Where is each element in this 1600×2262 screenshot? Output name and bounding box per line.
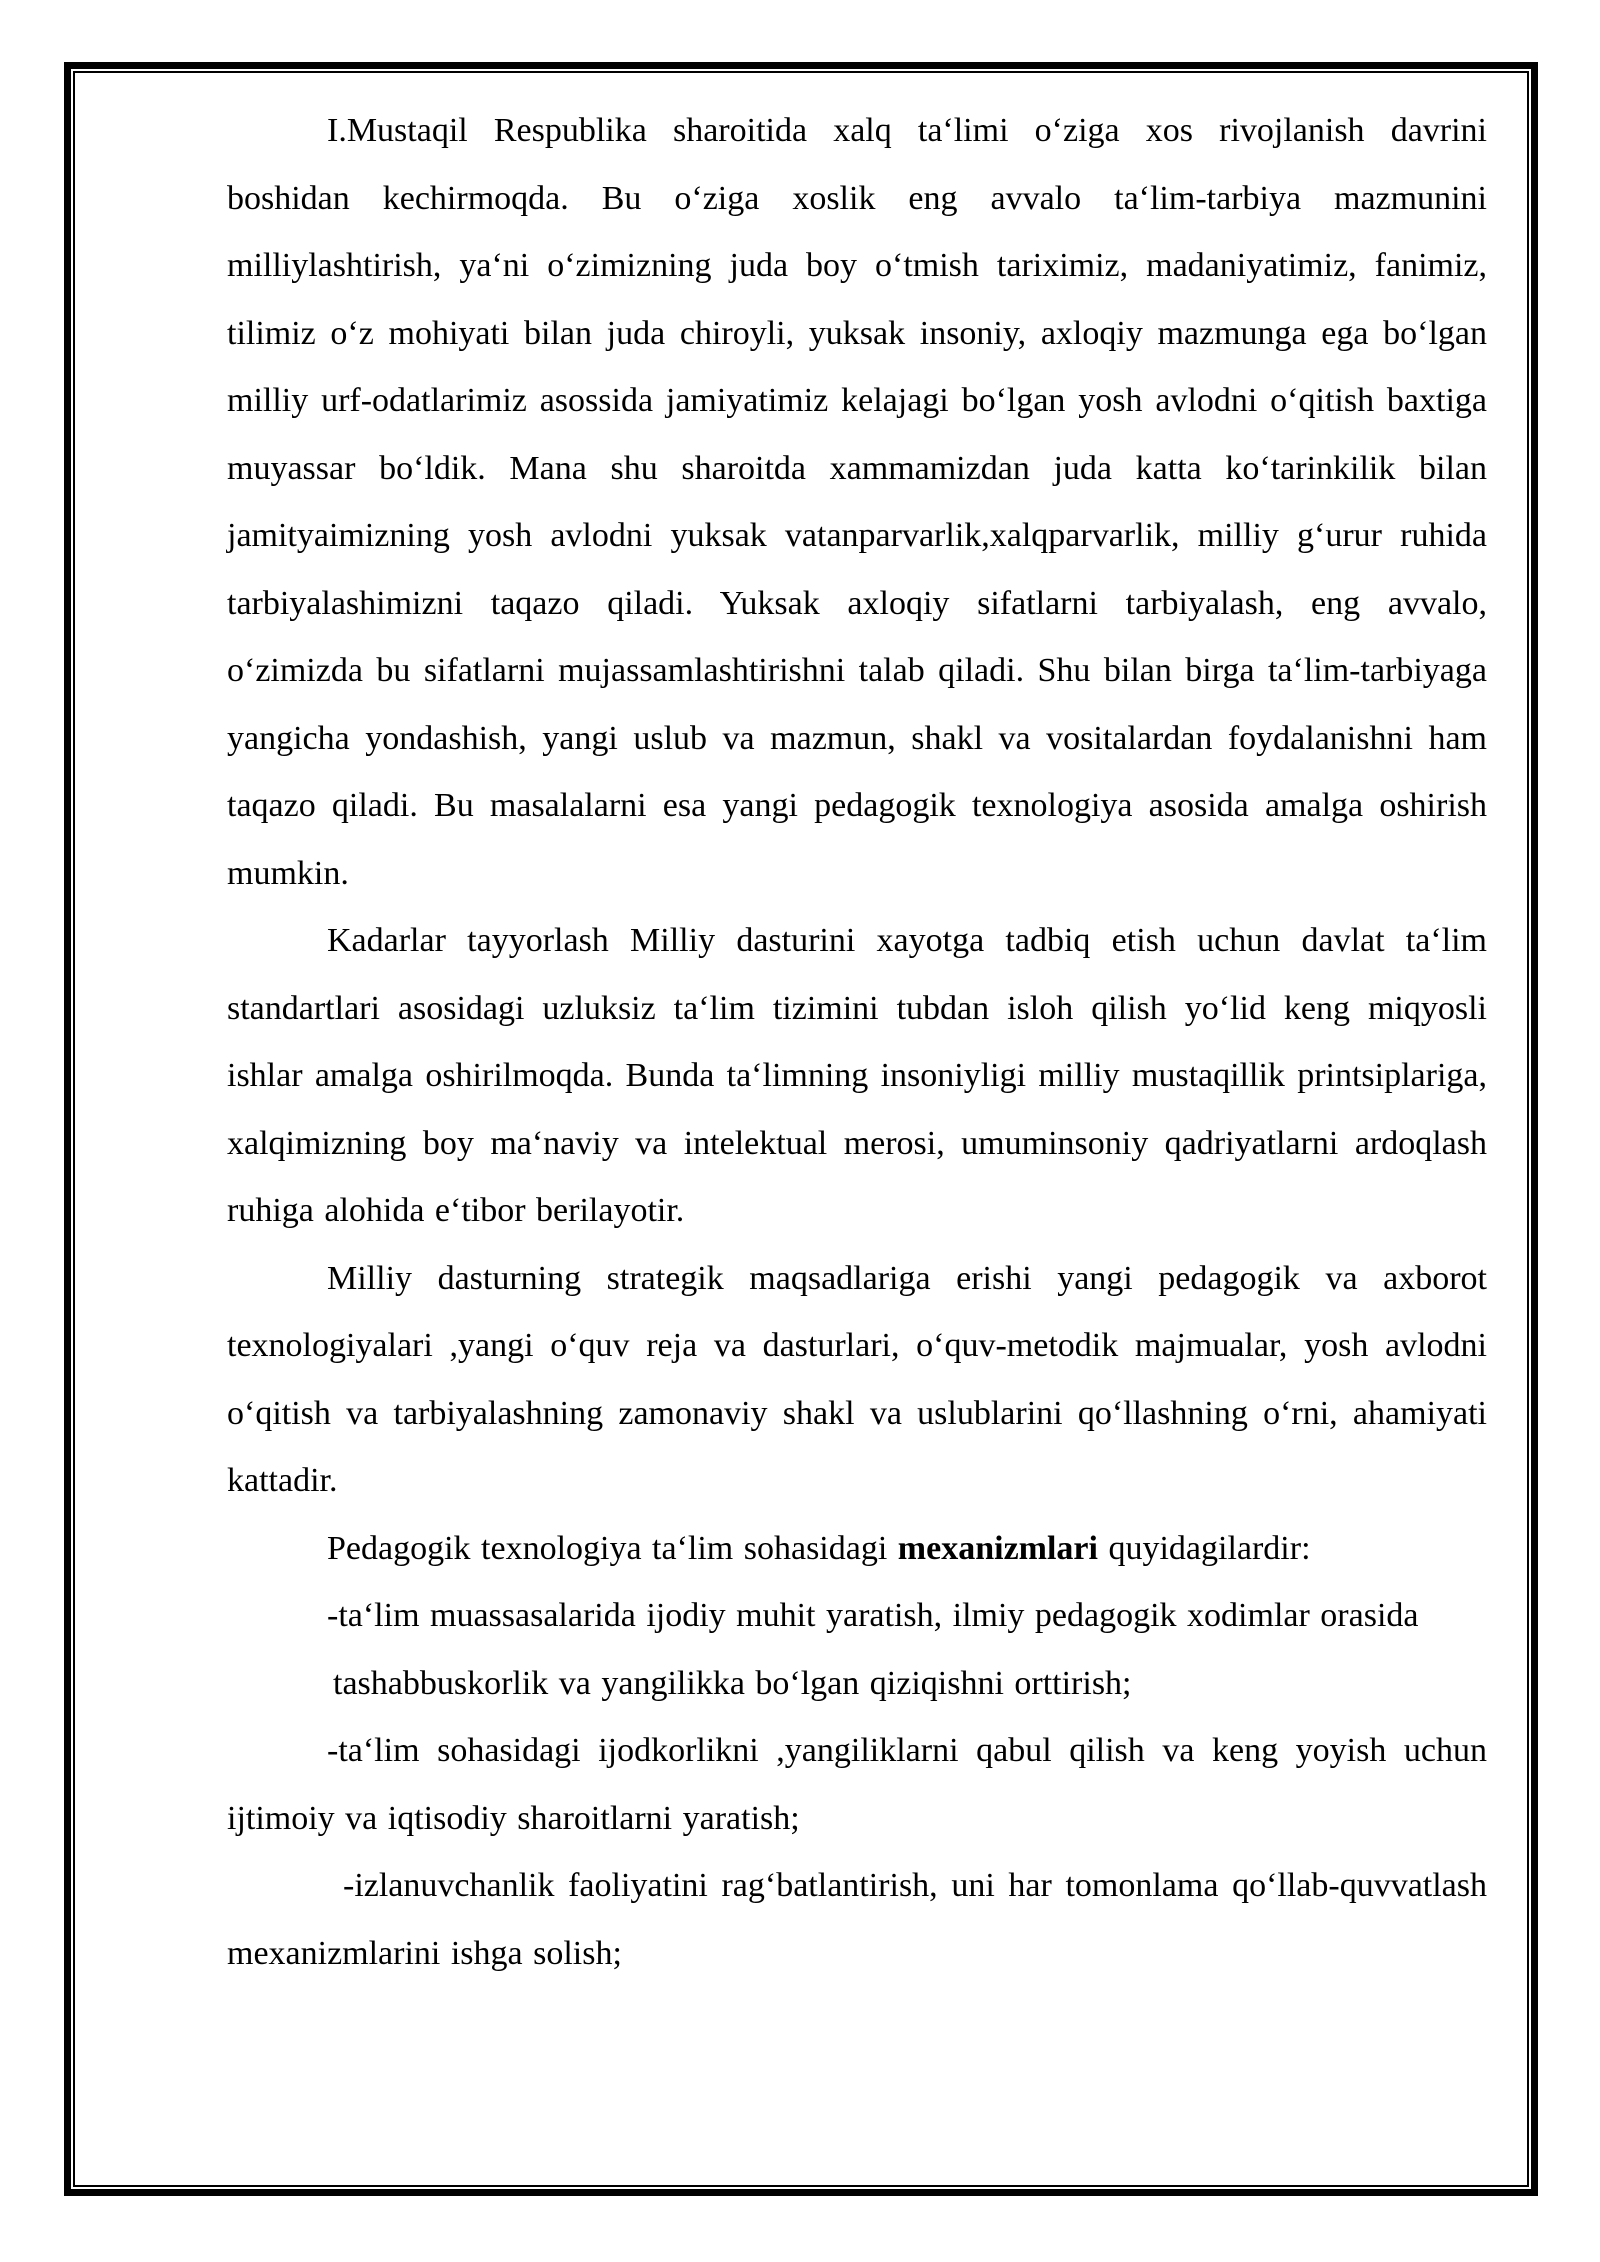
document-body xyxy=(227,97,1487,1987)
paragraph-mexanizmlar-after: quyidagilardir: xyxy=(1097,1529,1311,1567)
paragraph-bullet-muassasalar: -ta‘lim muassasalarida ijodiy muhit yaratish, ilmiy pedagogik xodimlar orasida xyxy=(327,1597,1419,1634)
paragraph-mexanizmlar-heading xyxy=(227,1515,1487,1583)
paragraph-bullet-izlanuvchanlik: -izlanuvchanlik faoliyatini rag‘batlantirish, uni har tomonlama qo‘llab-quvvatlash mexanizmlarini ishga solish; xyxy=(227,1867,1487,1972)
paragraph-kadarlar-tayyorlash: Kadarlar tayyorlash Milliy dasturini xayotga tadbiq etish uchun davlat ta‘lim standartlari asosidagi uzluksiz ta‘lim tizimini tubdan isloh qilish yo‘lid keng miqyosli ishlar amalga oshirilmoqda. Bunda ta‘limning insoniyligi milliy mustaqillik printsiplariga, xalqimizning boy ma‘naviy va intelektual merosi, umuminsoniy qadriyatlarni ardoqlash ruhiga alohida e‘tibor berilayotir. xyxy=(227,922,1487,1229)
paragraph-milliy-dastur: Milliy dasturning strategik maqsadlariga erishi yangi pedagogik va axborot texnologiyalari ,yangi o‘quv reja va dasturlari, o‘quv-metodik majmualar, yosh avlodni o‘qitish va tarbiyalashning zamonaviy shakl va uslublarini qo‘llashning o‘rni, ahamiyati kattadir. xyxy=(227,1259,1487,1499)
paragraph-mexanizmlar-bold-word: mexanizmlari xyxy=(897,1529,1098,1567)
paragraph-intro: I.Mustaqil Respublika sharoitida xalq ta‘limi o‘ziga xos rivojlanish davrini boshidan kechirmoqda. Bu o‘ziga xoslik eng avvalo ta‘lim-tarbiya mazmunini milliylashtirish, ya‘ni o‘zimizning juda boy o‘tmish tariximiz, madaniyatimiz, fanimiz, tilimiz o‘z mohiyati bilan juda chiroyli, yuksak insoniy, axloqiy mazmunga ega bo‘lgan milliy urf-odatlarimiz asossida jamiyatimiz kelajagi bo‘lgan yosh avlodni o‘qitish baxtiga muyassar bo‘ldik. Mana shu sharoitda xammamizdan juda katta ko‘tarinkilik bilan jamityaimizning yosh avlodni yuksak vatanparvarlik,xalqparvarlik, milliy g‘urur ruhida tarbiyalashimizni taqazo qiladi. Yuksak axloqiy sifatlarni tarbiyalash, eng avvalo, o‘zimizda bu sifatlarni mujassamlashtirishni talab qiladi. Shu bilan birga ta‘lim-tarbiyaga yangicha yondashish, yangi uslub va mazmun, shakl va vositalardan foydalanishni ham taqazo qiladi. Bu masalalarni esa yangi pedagogik texnologiya asosida amalga oshirish mumkin. xyxy=(227,112,1487,892)
paragraph-tashabbuskorlik: tashabbuskorlik va yangilikka bo‘lgan qiziqishni orttirish; xyxy=(333,1664,1132,1702)
paragraph-mexanizmlar-before: Pedagogik texnologiya ta‘lim sohasidagi xyxy=(327,1529,898,1567)
paragraph-bullet-ijodkorlik: -ta‘lim sohasidagi ijodkorlikni ,yangiliklarni qabul qilish va keng yoyish uchun ijtimoiy va iqtisodiy sharoitlarni yaratish; xyxy=(227,1732,1487,1837)
page-border-outer xyxy=(64,62,1538,2196)
page-border-inner xyxy=(73,71,1529,2187)
